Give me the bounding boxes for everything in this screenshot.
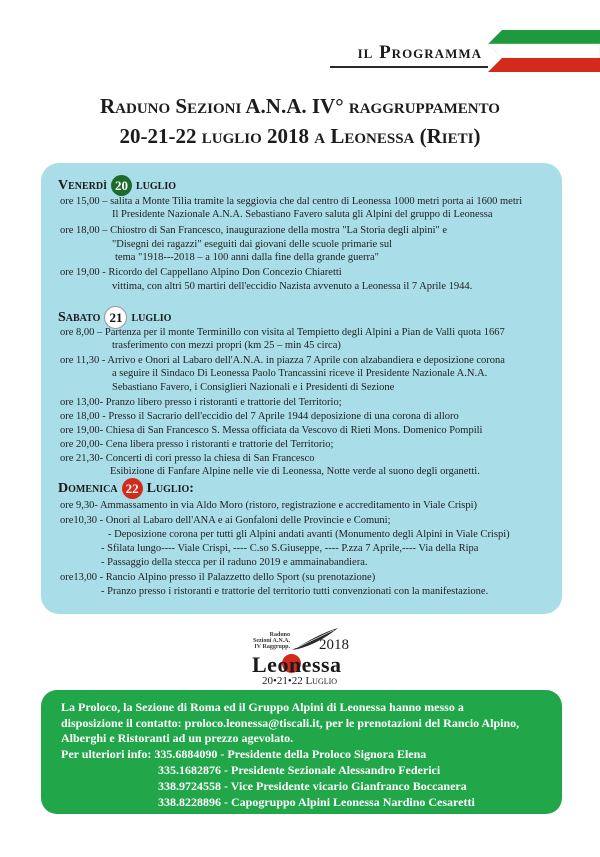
schedule-line: ore 15,00 – salita a Monte Tilia tramite la seggiovia che dal centro di Leonessa 1000 metri porta ai 1600 metri	[60, 196, 523, 207]
month-label: Luglio:	[146, 480, 194, 496]
logo-small-line: IV Raggrupp.	[254, 644, 290, 650]
schedule-line: ore 20,00- Cena libera presso i ristoranti e trattorie del Territorio;	[60, 439, 334, 450]
schedule-line: - Pranzo presso i ristoranti e trattorie del territorio tutti convenzionati con la manifestazione.	[101, 586, 489, 597]
schedule-line: - Passaggio della stecca per il raduno 2019 e ammainabandiera.	[101, 557, 368, 568]
flag-green-stripe	[488, 30, 600, 44]
schedule-line: vittima, con altri 50 martiri dell'eccidio Nazista avvenuto a Leonessa il 7 Aprile 1944.	[112, 281, 473, 292]
schedule-line: ore13,00 - Rancio Alpino presso il Palazzetto dello Sport (su prenotazione)	[60, 572, 376, 583]
schedule-line: a seguire il Sindaco Di Leonessa Paolo Trancassini riceve il Presidente Nazionale A.N.A.	[112, 368, 488, 379]
logo-small-line: Raduno	[269, 632, 290, 638]
info-line: Per ulteriori info: 335.6884090 - Presidente della Proloco Signora Elena	[61, 747, 427, 761]
flag-white-stripe	[488, 44, 600, 58]
flag-red-stripe	[488, 58, 600, 72]
schedule-line: ore 19,00- Chiesa di San Francesco S. Messa officiata da Vescovo di Rieti Mons. Domenico Pompili	[60, 425, 483, 436]
info-line: 338.9724558 - Vice Presidente vicario Gianfranco Boccanera	[158, 779, 467, 793]
section-title: il Programma	[357, 42, 482, 63]
main-title-line2: 20-21-22 luglio 2018 a Leonessa (Rieti)	[119, 124, 481, 148]
italian-flag-ribbon	[488, 30, 600, 72]
header-divider	[330, 66, 488, 68]
schedule-line: ore10,30 - Onori al Labaro dell'ANA e ai Gonfaloni delle Provincie e Comuni;	[60, 515, 391, 526]
schedule-line: trasferimento con mezzi propri (km 25 – min 45 circa)	[112, 340, 341, 351]
schedule-line: - Sfilata lungo---- Viale Crispi, ---- C.so S.Giuseppe, ---- P.zza 7 Aprile,---- Via della Ripa	[101, 543, 479, 554]
schedule-line: ore 18,00 - Presso il Sacrario dell'eccidio del 7 Aprile 1944 deposizione di una corona di alloro	[60, 411, 459, 422]
schedule-line: ore 11,30 - Arrivo e Onori al Labaro dell'A.N.A. in piazza 7 Aprile con alzabandiera e deposizione corona	[60, 355, 505, 366]
info-line: Alberghi e Ristoranti ad un prezzo agevolato.	[61, 731, 294, 745]
logo-name: Leonessa	[252, 652, 342, 677]
schedule-line: - Deposizione corona per tutti gli Alpini andati avanti (Monumento degli Alpini in Viale Crispi)	[108, 529, 510, 540]
schedule-line: ore 8,00 – Partenza per il monte Terminillo con visita al Tempietto degli Alpini a Pian de Valli quota 1667	[60, 327, 505, 338]
logo-dates: 20•21•22 Luglio	[262, 675, 338, 687]
logo-small-line: Sezioni A.N.A.	[252, 638, 290, 644]
schedule-line: "Disegni dei ragazzi" eseguiti dai giovani delle scuole primarie sul	[112, 239, 393, 250]
schedule-line: ore 21,30- Concerti di cori presso la chiesa di San Francesco	[60, 453, 315, 464]
month-label: luglio	[131, 309, 172, 325]
info-line: 335.1682876 - Presidente Sezionale Alessandro Federici	[158, 763, 441, 777]
day-label: Sabato	[58, 309, 101, 325]
schedule-line: ore 18,00 – Chiostro di San Francesco, inaugurazione della mostra "La Storia degli alpini" e	[60, 225, 448, 236]
info-line: 338.8228896 - Capogruppo Alpini Leonessa Nardino Cesaretti	[158, 795, 475, 809]
schedule-line: Esibizione di Fanfare Alpine nelle vie di Leonessa, Notte verde al suono degli organetti.	[110, 466, 480, 477]
info-line: disposizione il contatto: proloco.leonessa@tiscali.it, per le prenotazioni del Rancio Alpino,	[61, 716, 520, 730]
schedule-line: ore 13,00- Pranzo libero presso i ristoranti e trattorie del Territorio;	[60, 397, 342, 408]
schedule-line: Sebastiano Favero, i Consiglieri Nazionali e i Presidenti di Sezione	[112, 382, 395, 393]
day-number-badge: 20	[111, 175, 132, 196]
day-number-badge: 21	[104, 306, 127, 329]
day-number-badge: 22	[122, 478, 143, 499]
day-header-friday	[58, 175, 176, 196]
day-label: Domenica	[58, 480, 118, 496]
logo-year: 2018	[319, 637, 349, 653]
month-label: luglio	[136, 177, 177, 193]
schedule-line: ore 19,00 - Ricordo del Cappellano Alpino Don Concezio Chiaretti	[60, 267, 342, 278]
day-header-sunday	[58, 478, 194, 499]
main-title-line1: Raduno Sezioni A.N.A. IV° raggruppamento	[100, 94, 500, 118]
schedule-line: tema "1918---2018 – a 100 anni dalla fine della grande guerra"	[115, 252, 379, 263]
event-logo	[250, 626, 365, 686]
schedule-line: Il Presidente Nazionale A.N.A. Sebastiano Favero saluta gli Alpini del gruppo di Leonessa	[112, 209, 493, 220]
info-line: La Proloco, la Sezione di Roma ed il Gruppo Alpini di Leonessa hanno messo a	[61, 700, 464, 714]
schedule-line: ore 9,30- Ammassamento in via Aldo Moro (ristoro, registrazione e accreditamento in Viale Crispi)	[60, 500, 478, 511]
day-label: Venerdì	[58, 177, 108, 193]
